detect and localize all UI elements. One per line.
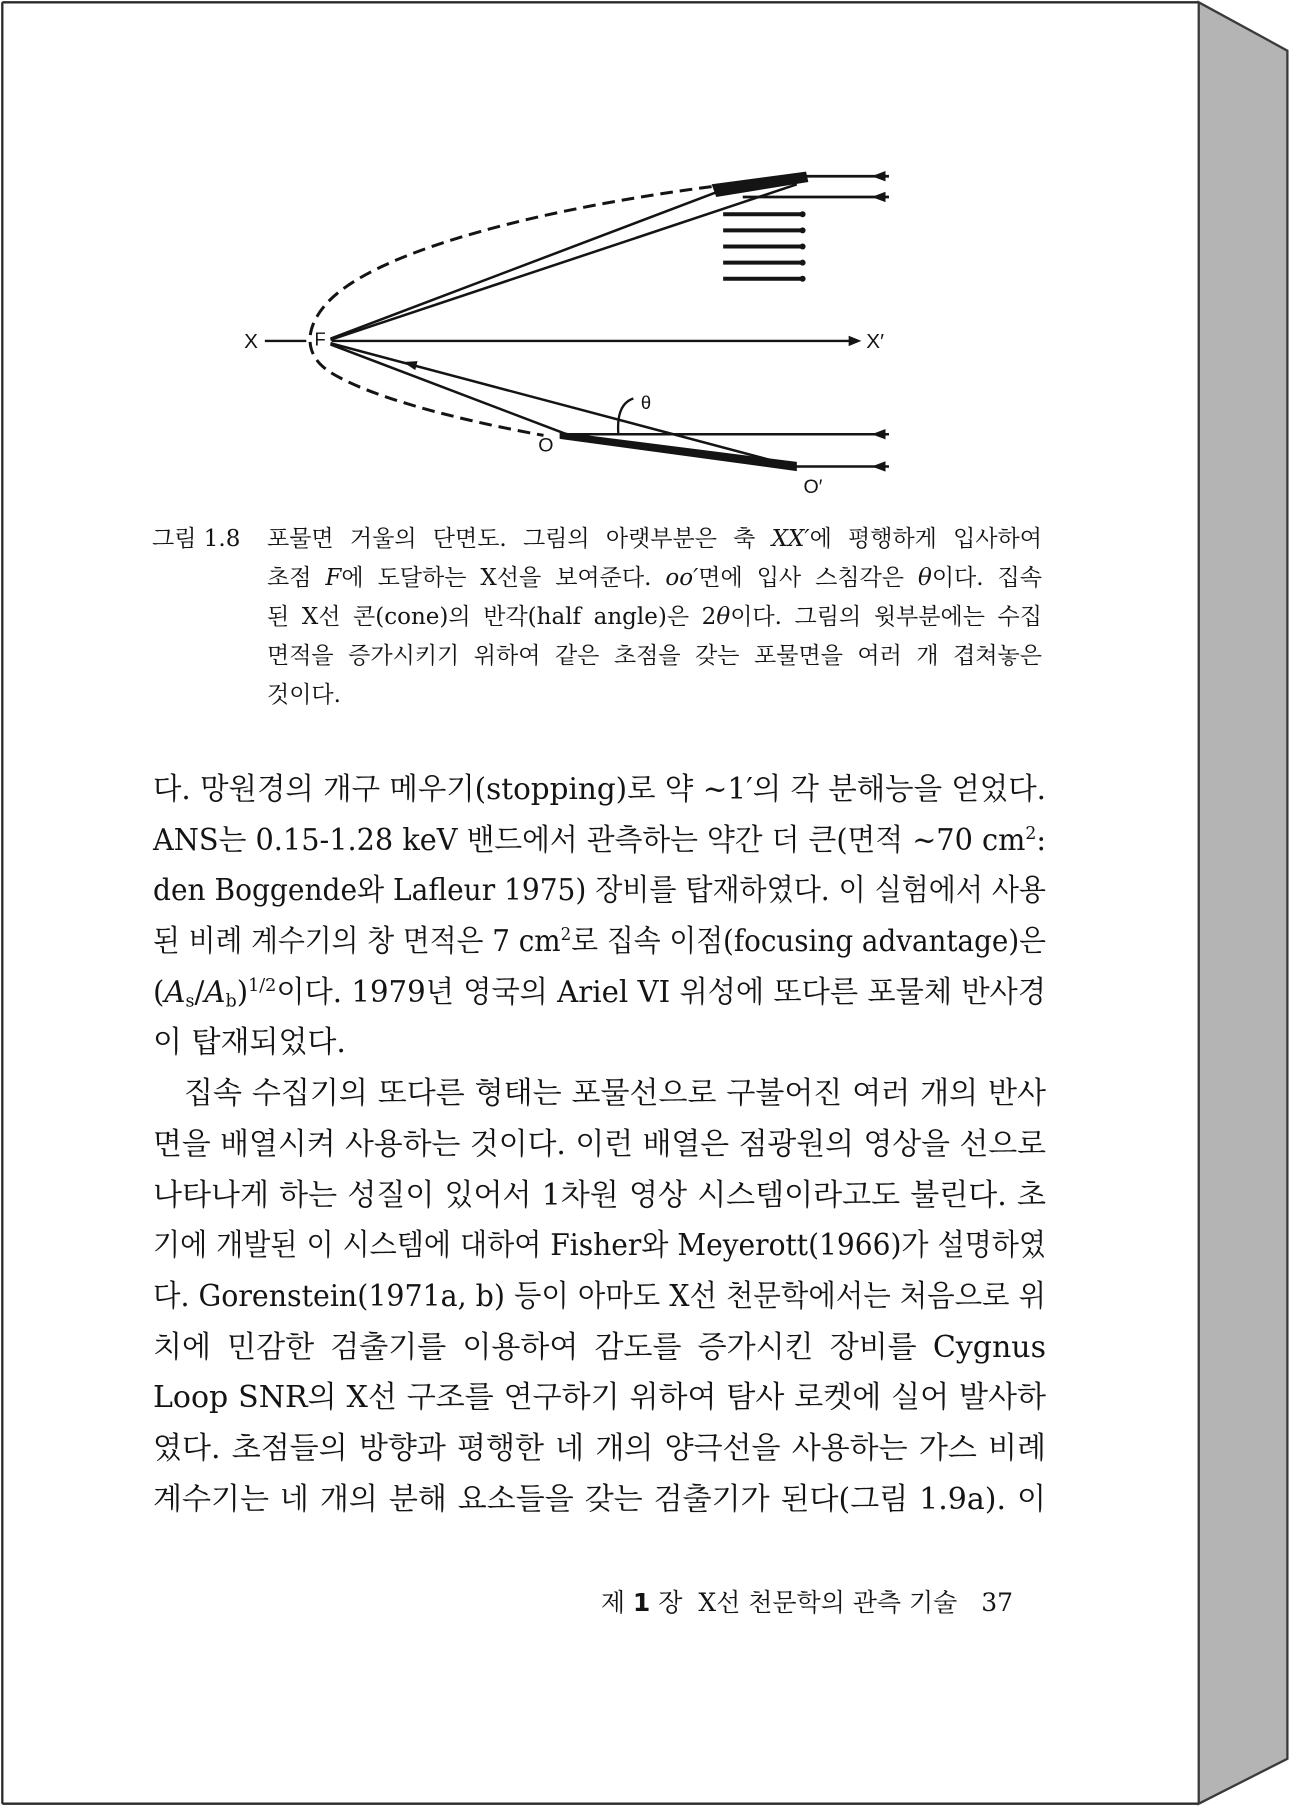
- label-theta: θ: [640, 391, 652, 413]
- line-text: [267, 559, 1042, 598]
- body-line: [184, 1069, 1046, 1120]
- line-text: 다. Gorenstein(1971a, b) 등이 아마도 X선 천문학에서는 처음으로 위: [153, 1278, 1046, 1314]
- body-line: [153, 1373, 1046, 1424]
- text-run: 이다. 1979년 영국의 Ariel VI 위성에 또다른 포물체 반사경: [276, 974, 1046, 1010]
- body-line: [153, 1120, 1046, 1171]
- body-line: [153, 1018, 1046, 1069]
- caption-line: [267, 520, 1042, 559]
- line-text: 것이다.: [267, 682, 341, 708]
- text-run: 초점: [267, 565, 326, 591]
- label-o-prime: O′: [803, 475, 823, 498]
- caption-label: 그림 1.8: [152, 526, 241, 552]
- italic-symbol: θ: [716, 604, 731, 630]
- running-footer: [300, 1586, 1013, 1620]
- text-run: 된 X선 콘(cone)의 반각(half angle)은 2: [267, 604, 717, 630]
- book-page-stack-edge: [1199, 2, 1288, 1803]
- line-text: 이 탑재되었다.: [153, 1025, 346, 1061]
- line-end-dot: [800, 227, 806, 233]
- nested-mirror-lines: [723, 214, 802, 279]
- body-line: [153, 816, 1046, 867]
- label-x-prime: X′: [866, 329, 885, 353]
- lower-reflected-ray-to-o-prime: [330, 343, 794, 466]
- caption-line: [267, 676, 1042, 715]
- italic-symbol: A: [204, 974, 226, 1010]
- italic-symbol: XX′: [771, 526, 810, 552]
- caption-line: [267, 598, 1042, 637]
- body-line: [153, 1272, 1046, 1323]
- line-end-dot: [800, 211, 806, 217]
- italic-symbol: A: [164, 974, 186, 1010]
- line-text: 면적을 증가시키기 위하여 같은 초점을 갖는 포물면을 여러 개 겹쳐놓은: [267, 643, 1042, 669]
- chapter-suffix: 장: [658, 1588, 683, 1617]
- body-line: [153, 866, 1046, 917]
- axis-arrowhead: [849, 336, 862, 346]
- parabolic-mirror-diagram: [265, 171, 889, 472]
- line-text: [153, 816, 1046, 867]
- line-text: 계수기는 네 개의 분해 요소들을 갖는 검출기가 된다(그림 1.9a). 이: [153, 1481, 1046, 1517]
- line-end-dot: [800, 276, 806, 282]
- line-text: 기에 개발된 이 시스템에 대하여 Fisher와 Meyerott(1966)가 설명하였: [153, 1228, 1046, 1264]
- line-text: 였다. 초점들의 방향과 평행한 네 개의 양극선을 사용하는 가스 비례: [153, 1430, 1046, 1466]
- line-end-dot: [800, 260, 806, 266]
- body-text: [153, 765, 1046, 1525]
- caption-text: [267, 520, 1042, 715]
- ray-arrowhead: [872, 461, 886, 471]
- diagram-labels: [244, 329, 884, 498]
- label-o: O: [538, 434, 554, 457]
- line-text: 치에 민감한 검출기를 이용하여 감도를 증가시킨 장비를 Cygnus: [153, 1329, 1046, 1365]
- line-text: Loop SNR의 X선 구조를 연구하기 위하여 탐사 로켓에 실어 발사하: [153, 1380, 1046, 1416]
- line-text: [267, 598, 1042, 637]
- parabola-dashed-curve: [310, 187, 712, 436]
- text-run: 에 평행하게 입사하여: [809, 526, 1042, 552]
- ray-arrowhead: [872, 429, 886, 439]
- paragraph: [153, 765, 1046, 1069]
- italic-symbol: θ: [917, 565, 932, 591]
- ray-arrowhead: [403, 361, 418, 370]
- line-text: [153, 968, 1046, 1019]
- text-run: ANS는 0.15-1.28 keV 밴드에서 관측하는 약간 더 큰(면적 ~70 cm: [153, 822, 1026, 858]
- text-run: 이다. 그림의 윗부분에는 수집: [730, 604, 1042, 630]
- text-run: 면에 입사 스침각은: [698, 565, 918, 591]
- subscript: s: [185, 990, 195, 1012]
- grazing-angle-arc: [618, 399, 633, 435]
- superscript: 1/2: [248, 974, 277, 996]
- text-run: 이다. 집속: [931, 565, 1042, 591]
- italic-symbol: oo′: [665, 565, 699, 591]
- text-run: ): [236, 974, 249, 1010]
- text-run: 에 도달하는 X선을 보여준다.: [341, 565, 666, 591]
- caption-line: [267, 559, 1042, 598]
- line-end-dot: [800, 243, 806, 249]
- figure-caption: [152, 520, 1042, 720]
- text-run: (: [153, 974, 165, 1010]
- italic-symbol: F: [325, 565, 342, 591]
- body-line: [153, 1424, 1046, 1475]
- line-text: 다. 망원경의 개구 메우기(stopping)로 약 ~1′의 각 분해능을 얻었다.: [153, 772, 1046, 807]
- text-run: 로 집속 이점(focusing advantage)은: [571, 924, 1046, 960]
- text-run: 된 비례 계수기의 창 면적은 7 cm: [153, 924, 561, 960]
- chapter-title: X선 천문학의 관측 기술: [698, 1588, 958, 1617]
- body-line: [153, 1171, 1046, 1222]
- line-text: den Boggende와 Lafleur 1975) 장비를 탑재하였다. 이 실험에서 사용: [153, 873, 1046, 909]
- page-number: 37: [981, 1588, 1013, 1617]
- lower-mirror-surface: [560, 432, 797, 471]
- body-line: [153, 917, 1046, 968]
- text-run: 포물면 거울의 단면도. 그림의 아랫부분은 축: [267, 526, 772, 552]
- body-line: [153, 1475, 1046, 1526]
- text-run: /: [194, 974, 205, 1010]
- body-line: [153, 1221, 1046, 1272]
- line-text: 집속 수집기의 또다른 형태는 포물선으로 구불어진 여러 개의 반사: [184, 1076, 1046, 1112]
- ray-arrowhead: [872, 171, 886, 181]
- line-text: 나타나게 하는 성질이 있어서 1차원 영상 시스템이라고도 불린다. 초: [153, 1177, 1046, 1213]
- ray-arrowhead: [872, 192, 886, 202]
- paragraph: [153, 1069, 1046, 1525]
- line-text: [153, 917, 1046, 968]
- line-text: [267, 520, 1042, 559]
- nested-mirror-line-ends: [800, 211, 806, 281]
- label-focus: F: [314, 328, 326, 350]
- line-text: 면을 배열시켜 사용하는 것이다. 이런 배열은 점광원의 영상을 선으로: [153, 1126, 1046, 1162]
- superscript: 2: [1025, 822, 1037, 844]
- lower-reflected-ray-to-o: [330, 344, 566, 434]
- upper-reflected-ray: [330, 192, 716, 338]
- label-x: X: [244, 329, 258, 353]
- body-line: [153, 765, 1046, 816]
- superscript: 2: [560, 924, 572, 946]
- subscript: b: [225, 990, 237, 1012]
- chapter-prefix: 제: [600, 1588, 625, 1617]
- caption-line: [267, 637, 1042, 676]
- chapter-number: 1: [632, 1588, 651, 1617]
- body-line: [153, 968, 1046, 1019]
- text-run: :: [1036, 822, 1046, 858]
- body-line: [153, 1323, 1046, 1374]
